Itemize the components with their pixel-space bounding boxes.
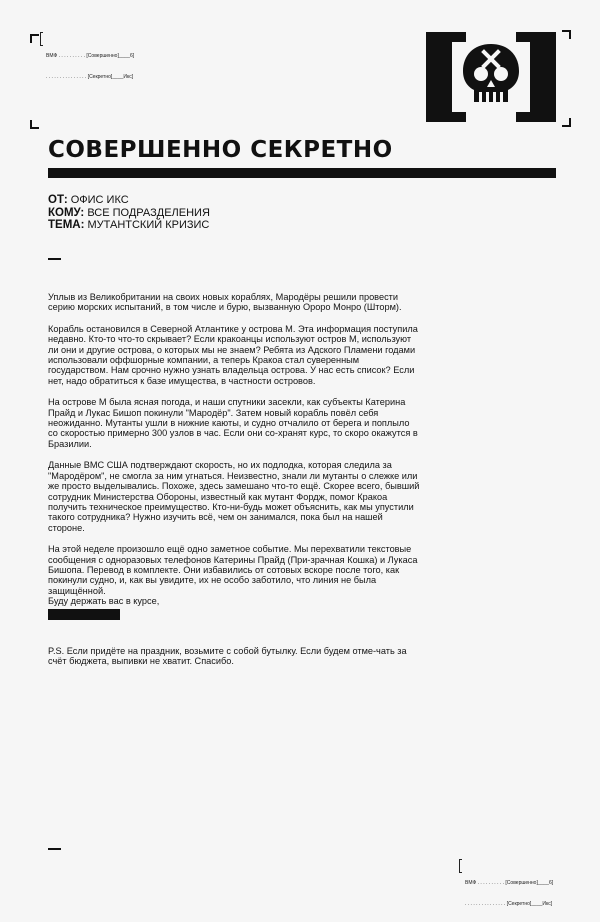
memo-from-row <box>48 194 210 207</box>
file-label-bottom-line2: . . . . . . . . . . . . . . . [Секретно]____Икс] <box>465 901 553 907</box>
memo-subject-row <box>48 219 210 232</box>
memo-paragraph-2: Корабль остановился в Северной Атлантике у острова М. Эта информация поступила недавно. Кто-то что-то скрывает? Если кракоанцы используют остров М, используют ли они и другие острова, о которых мы не знаем? Ребята из Адского Пламени годами использовали оффшорные компании, а теперь Кракоа стал суверенным государством. Нам срочно нужно узнать владельца острова. У нас есть список? Если нет, надо обратиться к базе имущества, в частности островов. <box>48 323 418 386</box>
memo-to-value: ВСЕ ПОДРАЗДЕЛЕНИЯ <box>87 206 210 219</box>
crop-corner-bottom-right <box>562 118 571 127</box>
memo-from-label: ОТ: <box>48 194 68 206</box>
skull-crossbones-x-icon <box>426 32 556 122</box>
divider-dash-bottom <box>48 848 61 850</box>
memo-postscript: P.S. Если придёте на праздник, возьмите с собой бутылку. Если будем отме-чать за счёт бюджета, выпивки не хватит. Спасибо. <box>48 645 407 666</box>
memo-paragraph-5: На этой неделе произошло ещё одно заметное событие. Мы перехватили текстовые сообщения с одноразовых телефонов Катерины Прайд (При-зрачная Кошка) и Лукаса Бишопа. Перевод в комплекте. Они избавились от сотовых вскоре после того, как покинули судно, и, как вы увидите, их не особо заботило, что линия не была защищённой. <box>48 544 418 596</box>
memo-subject-label: ТЕМА: <box>48 219 85 231</box>
memo-body <box>48 292 420 677</box>
title-rule <box>48 168 556 178</box>
file-label-top <box>46 32 134 95</box>
memo-paragraph-4: Данные ВМС США подтверждают скорость, но их подлодка, которая следила за "Мародёром", не смогла за ним угнаться. Неизвестно, знали ли мутанты о слежке или же просто выделывались. Похоже, здесь замешано что-то ещё. Скорее всего, бывший сотрудник Министерства Обороны, известный как мутант Фордж, помог Кракоа получить техническое преимущество. Кто-ни-будь может объяснить, как мы упустили такого сотрудника? Нужно изучить всё, чем он занимался, пока был на нашей стороне. <box>48 460 420 533</box>
divider-dash-top <box>48 258 61 260</box>
memo-subject-value: МУТАНТСКИЙ КРИЗИС <box>87 219 210 231</box>
file-label-bottom <box>465 859 553 922</box>
file-label-top-line1: ВМФ . . . . . . . . . . [Совершенно]____6] <box>46 53 135 59</box>
memo-header <box>48 194 210 232</box>
memo-closing: Буду держать вас в курсе, <box>48 596 160 607</box>
memo-from-value: ОФИС ИКС <box>70 194 129 206</box>
memo-to-row <box>48 207 210 220</box>
crop-corner-bottom-left <box>30 120 39 129</box>
file-label-top-line2: . . . . . . . . . . . . . . . [Секретно]____Икс] <box>46 74 134 80</box>
memo-paragraph-3: На острове М была ясная погода, и наши спутники засекли, как субъекты Катерина Прайд и Лукас Бишоп покинули "Мародёр". Затем новый корабль повёл себя неожиданно. Мутанты ушли в нижние каюты, и судно отчалило от берега и поплыло со скоростью примерно 300 узлов в час. Если они со-хранят курс, то скоро окажутся в Бразилии. <box>48 397 418 449</box>
memo-to-label: КОМУ: <box>48 206 85 219</box>
page-title: СОВЕРШЕННО СЕКРЕТНО <box>48 137 393 163</box>
crop-corner-top-right <box>562 30 571 39</box>
crop-corner-top-left <box>30 34 39 43</box>
file-label-bottom-line1: ВМФ . . . . . . . . . . [Совершенно]____6] <box>465 880 554 886</box>
redacted-signature <box>48 609 120 620</box>
memo-paragraph-1: Уплыв из Великобритании на своих новых кораблях, Мародёры решили провести серию морских испытаний, в том числе и бурю, вызванную Ороро Монро (Шторм). <box>48 292 402 313</box>
